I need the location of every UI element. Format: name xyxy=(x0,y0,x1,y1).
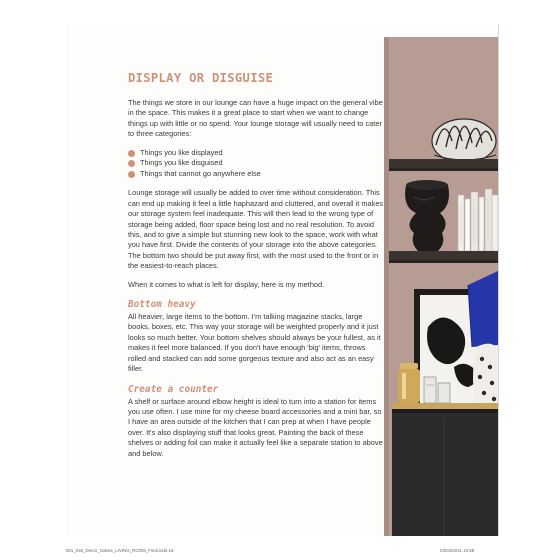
section-text-create-counter: A shelf or surface around elbow height is ideal to turn into a station for items you use often. I use mine for my cheese board accessories and a mini bar, so I have an area outside of the kitchen that I can prep at when I have people over. It's also displaying stuff that looks great. Painting the back of these shelves or adding foil can make it actually feel like a separate station to above and below. xyxy=(128,396,383,458)
footer-timestamp: 03/04/2021 10:58 xyxy=(440,548,475,553)
category-list xyxy=(128,148,384,180)
method-paragraph: When it comes to what is left for display, here is my method. xyxy=(128,279,325,289)
bullet-dot-icon xyxy=(128,150,135,157)
category-item xyxy=(128,158,384,169)
shelf-top xyxy=(389,159,498,168)
article xyxy=(128,70,384,467)
page-edge xyxy=(498,24,499,536)
category-item xyxy=(128,148,384,159)
category-item-label: Things you like disguised xyxy=(140,158,223,168)
body-paragraph: Lounge storage will usually be added to over time without consideration. This can end up making it feel a little haphazard and cluttered, and overall it makes our storage system feel inadequate. This will then lead to the wrong type of storage being added, floor space being lost and no real resolution. To avoid this, and to give a simple but stunning new look to the space, work with what you have first. Divide the contents of your storage into the above categories. The bottom two should be put away first, with the most used to the front or in the easiest-to-reach places. xyxy=(128,188,384,271)
counter-top xyxy=(392,403,498,409)
footer-file-info: 001_046_Decor_Galore_LIVING_ROOM_Final.indd 18 xyxy=(66,548,174,553)
category-item xyxy=(128,169,384,180)
section-heading-bottom-heavy: Bottom heavy xyxy=(128,299,196,311)
category-item-label: Things you like displayed xyxy=(140,147,223,157)
cocktail-shaker xyxy=(398,363,420,403)
book-stack xyxy=(458,189,498,251)
section-heading-create-counter: Create a counter xyxy=(128,383,219,395)
wall-edge-shadow xyxy=(384,37,389,536)
bullet-dot-icon xyxy=(128,160,135,167)
shelf-middle xyxy=(389,251,498,260)
shelf-illustration xyxy=(384,37,498,536)
section-text-bottom-heavy: All heavier, large items to the bottom. I'm talking magazine stacks, large books, boxes, etc. This way your storage will be weighted properly and it just looks so much better. Your bottom shelves should always be your fullest, as it makes it feel more balanced. If you don't have enough 'big' items, throws rolled and stacked can add some gorgeous texture and also act as an easy filler. xyxy=(128,312,381,374)
intro-paragraph: The things we store in our lounge can have a huge impact on the general vibe in the space. This makes it a great place to start when we want to change things up with little or no spend. Your lounge storage will usually need to cater to three categories: xyxy=(128,98,383,139)
category-item-label: Things that cannot go anywhere else xyxy=(140,168,261,178)
article-title: DISPLAY OR DISGUISE xyxy=(128,71,274,85)
sea-urchin-sculpture xyxy=(432,119,496,163)
bullet-dot-icon xyxy=(128,171,135,178)
shelf-illustration-svg xyxy=(384,37,498,536)
sideboard xyxy=(392,409,498,536)
